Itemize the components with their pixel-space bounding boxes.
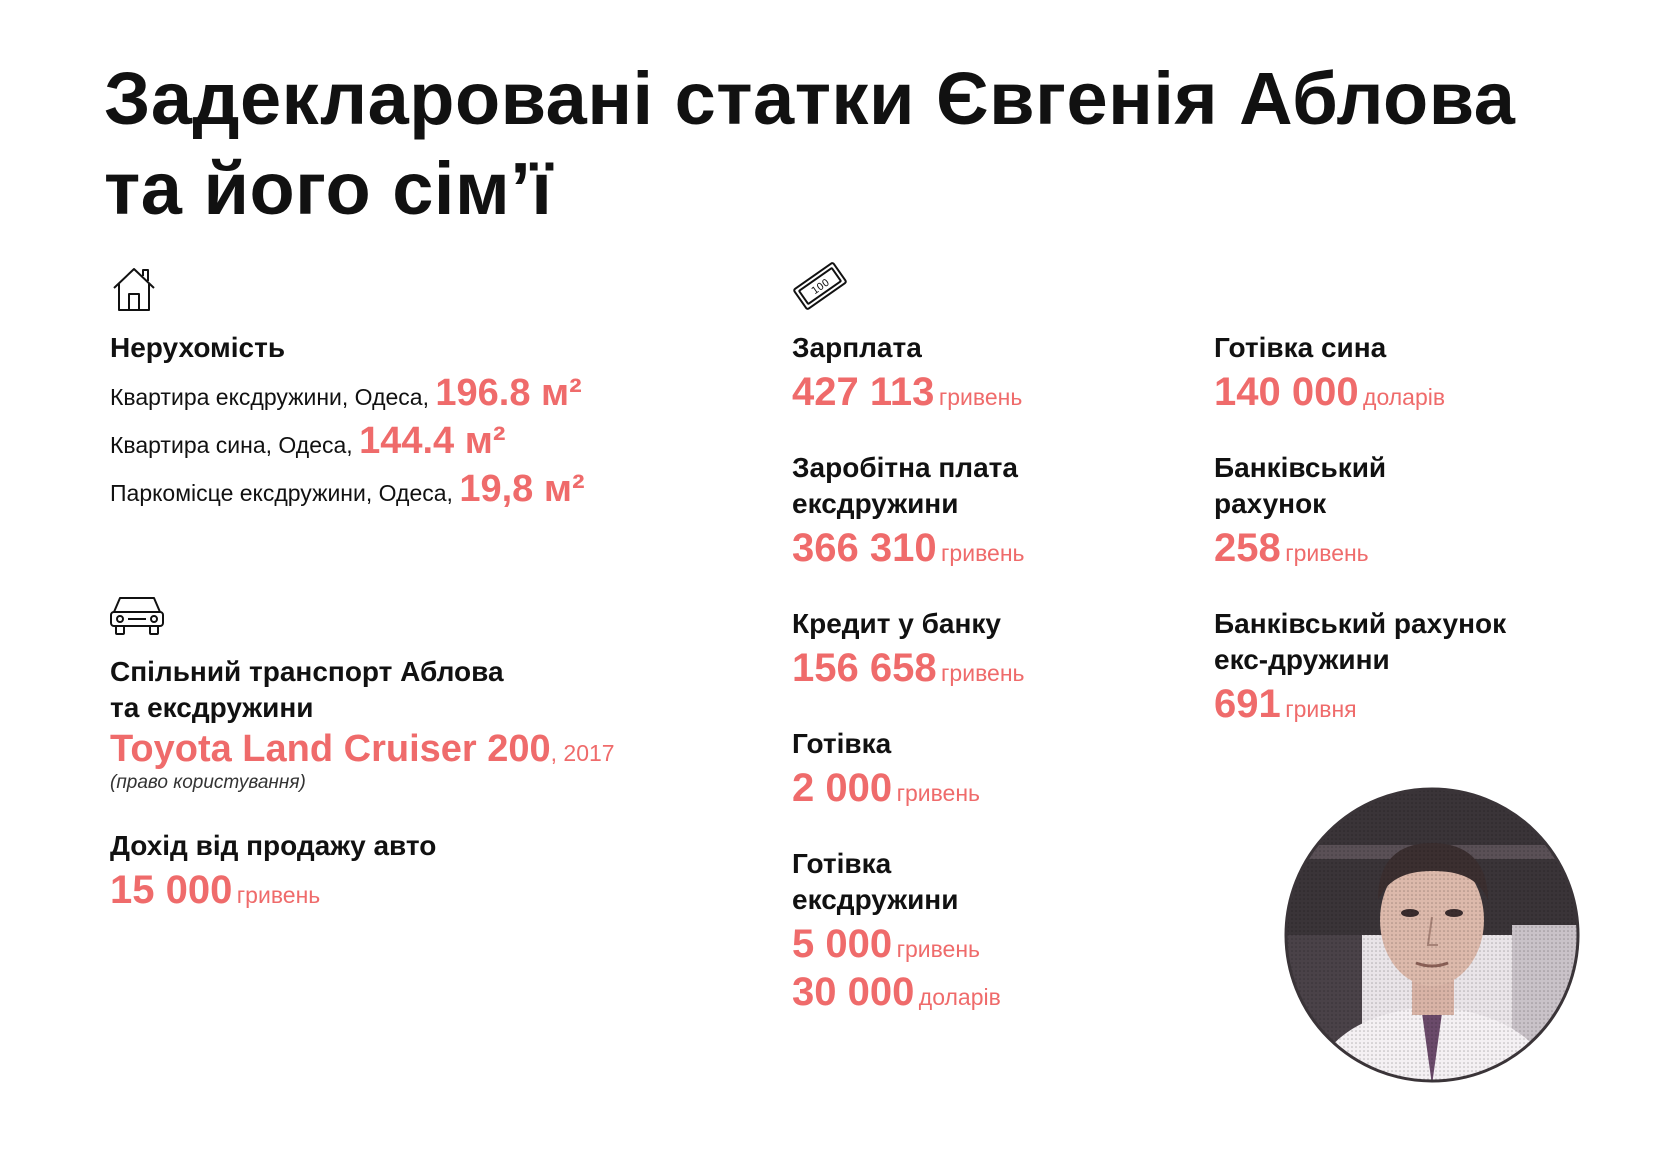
heading-line1: Банківський <box>1214 452 1387 483</box>
cash-heading: Готівка <box>792 728 892 759</box>
svg-text:100: 100 <box>809 277 832 298</box>
realty-heading: Нерухомість <box>110 332 286 363</box>
realty-item <box>110 468 585 511</box>
transport-heading-line1: Спільний транспорт Аблова <box>110 656 504 687</box>
car-model-name: Toyota Land Cruiser 200 <box>110 728 551 770</box>
banknote-icon <box>792 262 848 310</box>
son-cash-amount <box>1214 368 1445 425</box>
page-title <box>104 54 1604 234</box>
ex-wife-salary-heading <box>792 450 1018 522</box>
portrait-photo <box>1282 785 1582 1085</box>
amount-unit: гривень <box>938 384 1023 410</box>
bank-credit-heading: Кредит у банку <box>792 608 1001 639</box>
amount-unit: доларів <box>918 984 1001 1010</box>
cash-amount <box>792 764 980 821</box>
ex-wife-salary-amount <box>792 524 1025 581</box>
amount-value: 258 <box>1214 526 1281 570</box>
usage-note: (право користування) <box>110 772 306 793</box>
amount-value: 366 310 <box>792 526 937 570</box>
amount-value: 427 113 <box>792 370 935 414</box>
house-icon <box>110 266 158 312</box>
amount-value: 5 000 <box>792 922 893 966</box>
page-title-line2: та його сім’ї <box>104 147 553 230</box>
amount-value: 2 000 <box>792 766 893 810</box>
ex-wife-cash-usd <box>792 968 1001 1025</box>
heading-line1: Банківський рахунок <box>1214 608 1507 639</box>
realty-item-label: Паркомісце ексдружини, Одеса, <box>110 480 453 506</box>
car-model <box>110 728 615 771</box>
amount-unit: гривень <box>1285 540 1369 566</box>
realty-item-area: 196.8 м² <box>435 372 582 414</box>
heading-line1: Заробітна плата <box>792 452 1018 483</box>
amount-unit: гривень <box>896 780 981 806</box>
bank-account-heading <box>1214 450 1386 522</box>
car-sale-amount <box>110 866 320 923</box>
car-icon <box>108 592 166 638</box>
bank-credit-amount <box>792 644 1025 701</box>
ex-wife-cash-heading <box>792 846 958 918</box>
transport-heading <box>110 654 504 726</box>
salary-heading: Зарплата <box>792 332 922 363</box>
realty-item-label: Квартира ексдружини, Одеса, <box>110 384 429 410</box>
amount-unit: гривня <box>1285 696 1357 722</box>
amount-value: 30 000 <box>792 970 915 1014</box>
son-cash-heading: Готівка сина <box>1214 332 1387 363</box>
bank-account-amount <box>1214 524 1369 581</box>
ex-wife-account-heading <box>1214 606 1506 678</box>
amount-unit: гривень <box>896 936 981 962</box>
amount-unit: гривень <box>941 660 1025 686</box>
amount-unit: гривень <box>236 882 321 908</box>
heading-line2: ексдружини <box>792 884 959 915</box>
realty-item <box>110 372 582 415</box>
heading-line2: ексдружини <box>792 488 959 519</box>
realty-item <box>110 420 506 463</box>
heading-line1: Готівка <box>792 848 892 879</box>
car-sale-heading: Дохід від продажу авто <box>110 830 437 861</box>
amount-value: 15 000 <box>110 868 233 912</box>
realty-item-area: 144.4 м² <box>359 420 506 462</box>
car-model-year: , 2017 <box>550 740 615 766</box>
amount-unit: доларів <box>1363 384 1446 410</box>
page-title-line1: Задекларовані статки Євгенія Аблова <box>104 57 1516 140</box>
ex-wife-account-amount <box>1214 680 1357 737</box>
heading-line2: рахунок <box>1214 488 1327 519</box>
amount-value: 156 658 <box>792 646 937 690</box>
amount-value: 140 000 <box>1214 370 1359 414</box>
transport-heading-line2: та ексдружини <box>110 692 314 723</box>
realty-item-label: Квартира сина, Одеса, <box>110 432 353 458</box>
amount-value: 691 <box>1214 682 1281 726</box>
heading-line2: екс-дружини <box>1214 644 1390 675</box>
amount-unit: гривень <box>941 540 1025 566</box>
salary-amount <box>792 368 1022 425</box>
realty-item-area: 19,8 м² <box>459 468 585 510</box>
